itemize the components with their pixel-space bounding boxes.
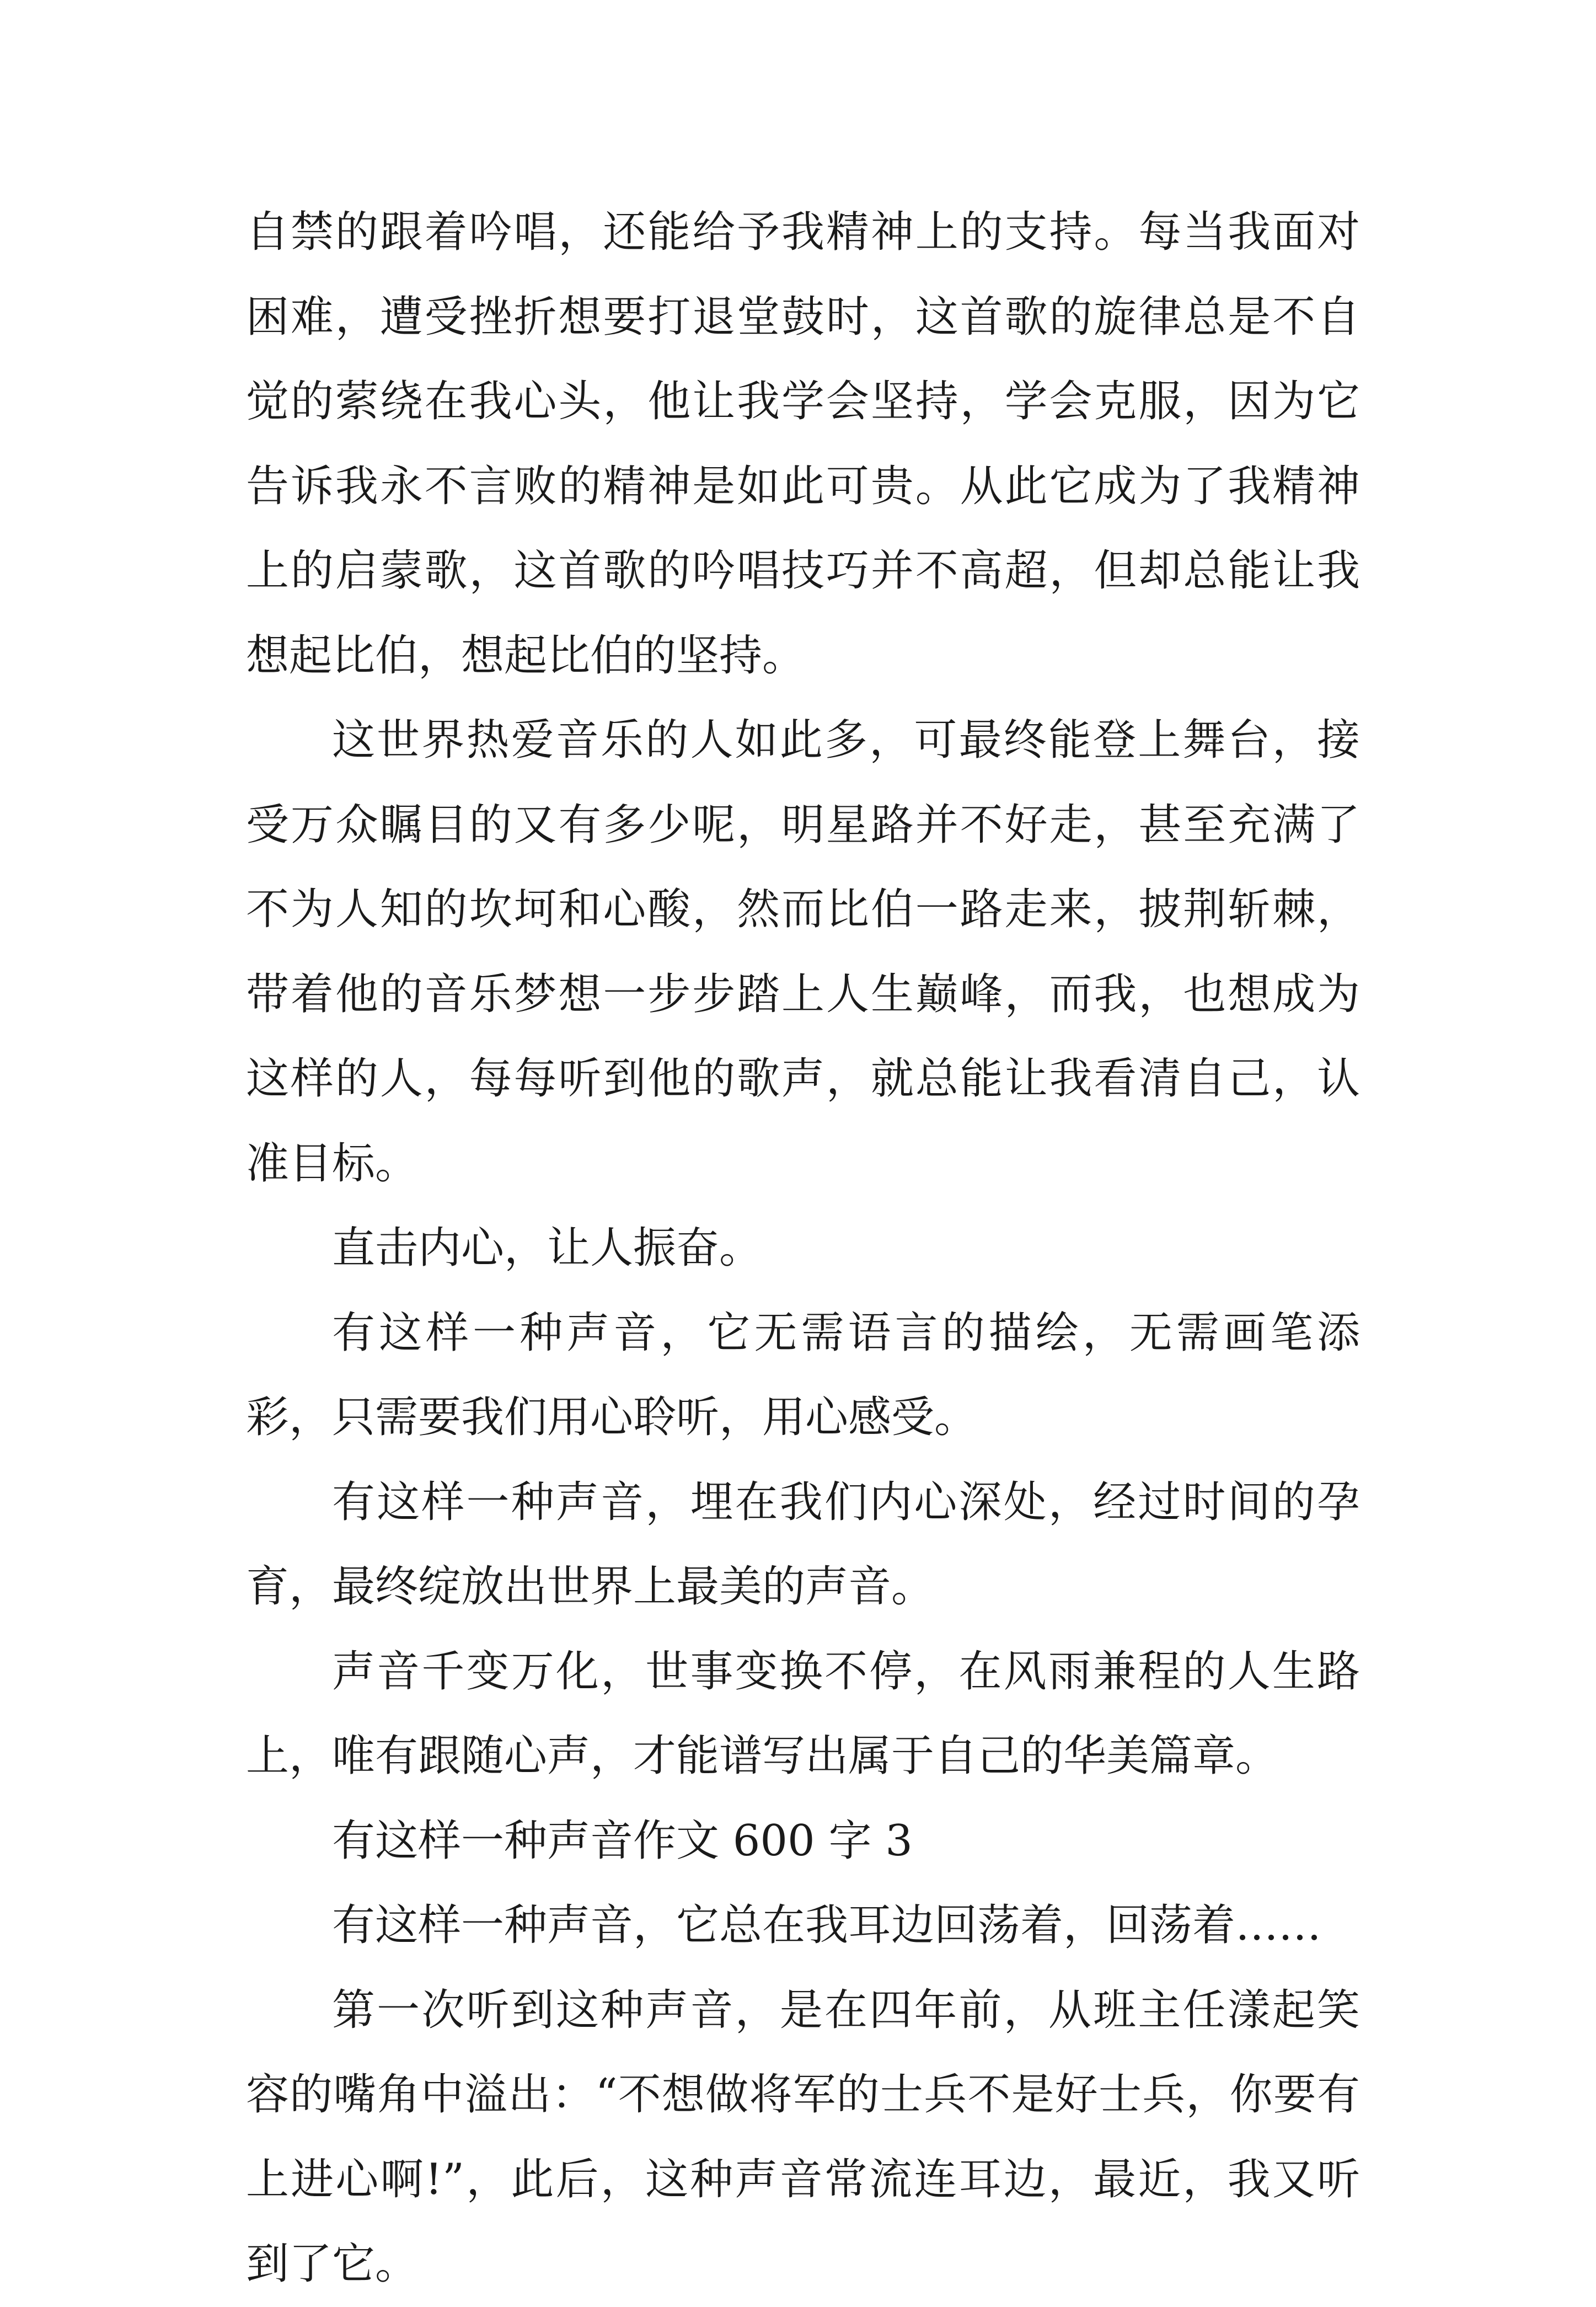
paragraph: 这世界热爱音乐的人如此多，可最终能登上舞台，接受万众瞩目的又有多少呢，明星路并不好走，甚至充满了不为人知的坎坷和心酸，然而比伯一路走来，披荆斩棘，带着他的音乐梦想一步步踏上人生巅峰，而我，也想成为这样的人，每每听到他的歌声，就总能让我看清自己，认准目标。: [246, 715, 1360, 1189]
paragraph: 有这样一种声音，它总在我耳边回荡着，回荡着……: [332, 1901, 1322, 1950]
paragraph-continued: 自禁的跟着吟唱，还能给予我精神上的支持。每当我面对困难，遭受挫折想要打退堂鼓时，这首歌的旋律总是不自觉的萦绕在我心头，他让我学会坚持，学会克服，因为它告诉我永不言败的精神是如此可贵。从此它成为了我精神上的启蒙歌，这首歌的吟唱技巧并不高超，但却总能让我想起比伯，想起比伯的坚持。: [246, 207, 1360, 681]
paragraph: 第一次听到这种声音，是在四年前，从班主任漾起笑容的嘴角中溢出：“不想做将军的士兵不是好士兵，你要有上进心啊!”，此后，这种声音常流连耳边，最近，我又听到了它。: [246, 1985, 1360, 2289]
paragraph: 声音千变万化，世事变换不停，在风雨兼程的人生路上，唯有跟随心声，才能谱写出属于自己的华美篇章。: [246, 1646, 1360, 1781]
paragraph: 有这样一种声音，它无需语言的描绘，无需画笔添彩，只需要我们用心聆听，用心感受。: [246, 1308, 1360, 1442]
paragraph: 直击内心，让人振奋。: [332, 1223, 763, 1273]
paragraph: 有这样一种声音，埋在我们内心深处，经过时间的孕育，最终绽放出世界上最美的声音。: [246, 1477, 1360, 1612]
document-body: [246, 190, 1360, 2307]
section-heading: 有这样一种声音作文 600 字 3: [332, 1816, 913, 1866]
